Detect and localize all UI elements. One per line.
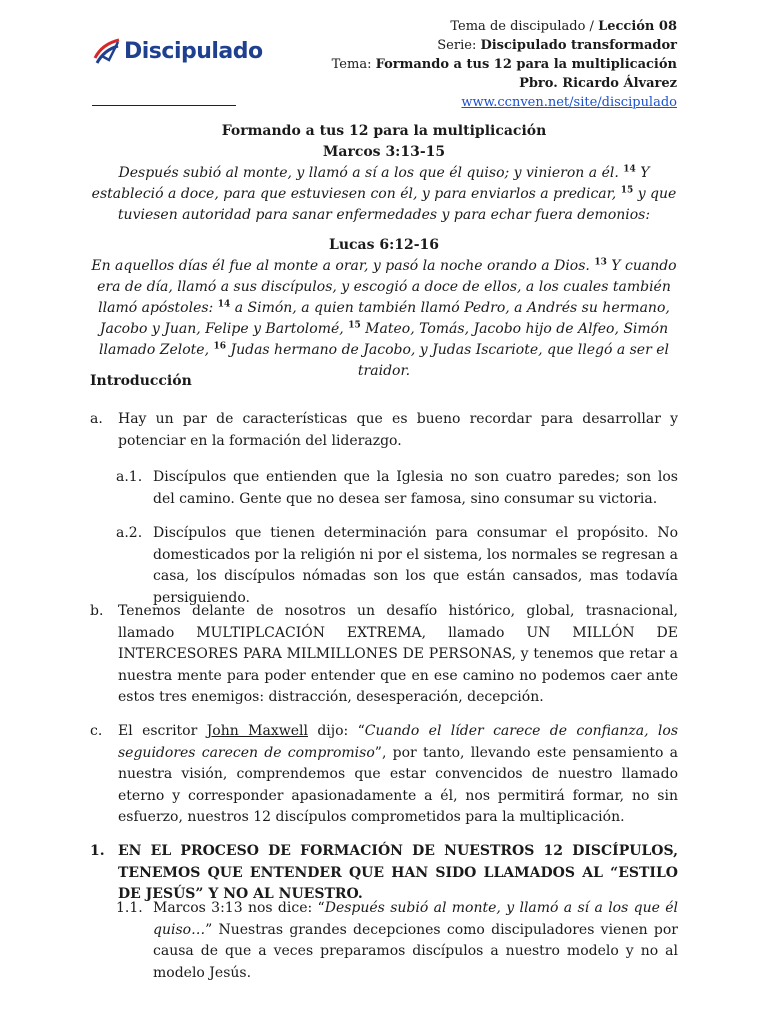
header-series-line: Serie: Discipulado transformador: [437, 38, 677, 53]
intro-heading: Introducción: [90, 373, 192, 389]
list-item-1-1: 1.1. Marcos 3:13 nos dice: “Después subió al monte, y llamó a sí a los que él quiso…” Nuestras grandes decepciones como discipuladores vienen por causa de que a veces preparamos discípulos a nuestro modelo y no al modelo Jesús.: [116, 900, 678, 981]
passage-lucas-text: En aquellos días él fue al monte a orar, y pasó la noche orando a Dios. $^{13}$ Y cuando era de día, llamó a sus discípulos, y escogió a doce de ellos, a los cuales también llamó apóstoles: $^{14}$ a Simón, a quien también llamó Pedro, a Andrés su hermano, Jacobo y Juan, Felipe y Bartolomé, $^{15}$ Mateo, Tomás, Jacobo hijo de Alfeo, Simón llamado Zelote, $^{16}$ Judas hermano de Jacobo, y Judas Iscariote, que llegó a ser el traidor.: [91, 257, 677, 379]
passage-marcos-text: Después subió al monte, y llamó a sí a los que él quiso; y vinieron a él. $^{14}$ Y estableció a doce, para que estuviesen con él, y para enviarlos a predicar, $^{15}$ y que tuviesen autoridad para sanar enfermedades y para echar fuera demonios:: [91, 164, 677, 223]
section-1-heading: 1. EN EL PROCESO DE FORMACIÓN DE NUESTROS 12 DISCÍPULOS, TENEMOS QUE ENTENDER QUE HAN SIDO LLAMADOS AL “ESTILO DE JESÚS” Y NO AL NUESTRO.: [90, 843, 678, 902]
list-item-b: b. Tenemos delante de nosotros un desafío histórico, global, trasnacional, llamado MULTIPLCACIÓN EXTREMA, llamado UN MILLÓN DE INTERCESORES PARA MILMILLONES DE PERSONAS, y tenemos que retar a nuestra mente para poder entender que en ese camino no podemos caer ante estos tres enemigos: distracción, desesperación, decepción.: [90, 603, 678, 705]
passage-lucas-ref: Lucas 6:12-16: [328, 237, 440, 253]
lesson-title: Formando a tus 12 para la multiplicación: [221, 123, 547, 139]
header-author: Pbro. Ricardo Álvarez: [519, 76, 677, 91]
header-lesson-line: Tema de discipulado / Lección 08: [450, 19, 677, 34]
list-item-a2: a.2. Discípulos que tienen determinación para consumar el propósito. No domesticados por la religión ni por el sistema, los normales se regresan a casa, los discípulos nómadas son los que están cansados, mas todavía persiguiendo.: [116, 525, 678, 606]
list-item-c: c. El escritor John Maxwell dijo: “Cuando el líder carece de confianza, los seguidores carecen de compromiso”, por tanto, llevando este pensamiento a nuestra visión, comprendemos que estar convencidos de nuestro llamado eterno y corresponder apasionadamente a él, nos permitirá formar, no sin esfuerzo, nuestros 12 discípulos comprometidos para la multiplicación.: [90, 723, 679, 825]
header-divider: [92, 105, 236, 106]
passage-lucas: [90, 235, 678, 382]
discipulado-logo: [92, 36, 263, 66]
list-item-a: a. Hay un par de características que es bueno recordar para desarrollar y potenciar en la formación del liderazgo.: [90, 411, 678, 449]
header-url-link[interactable]: www.ccnven.net/site/discipulado: [461, 95, 677, 110]
maxwell-name: John Maxwell: [206, 723, 308, 739]
logo-swoosh-icon: [92, 36, 122, 66]
logo-text: Discipulado: [124, 38, 263, 64]
header-info: [332, 17, 677, 112]
passage-marcos: [90, 142, 678, 226]
header-topic-line: Tema: Formando a tus 12 para la multiplicación: [331, 57, 677, 72]
passage-marcos-ref: Marcos 3:13-15: [322, 144, 446, 160]
list-item-a1: a.1. Discípulos que entienden que la Iglesia no son cuatro paredes; son los del camino. Gente que no desea ser famosa, sino consumar su victoria.: [116, 469, 678, 507]
